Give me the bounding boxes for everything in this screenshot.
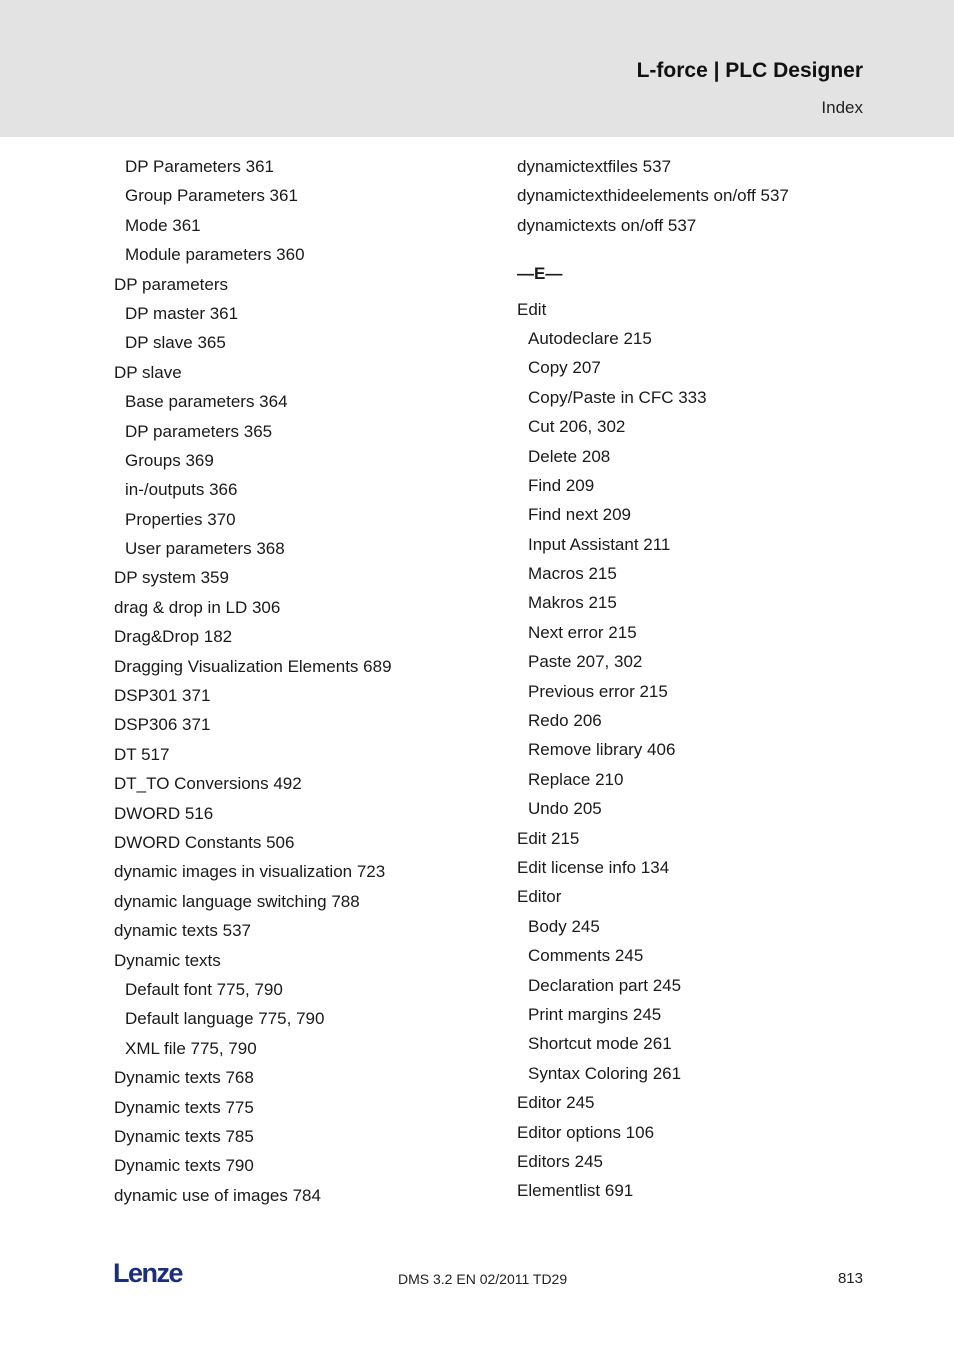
index-subentry: Copy/Paste in CFC 333 xyxy=(528,387,707,407)
index-entry: Dynamic texts 768 xyxy=(114,1068,254,1088)
index-subentry: Redo 206 xyxy=(528,711,602,731)
index-subentry: DP master 361 xyxy=(125,303,239,323)
index-subentry: Cut 206, 302 xyxy=(528,417,626,437)
index-entry: DP system 359 xyxy=(114,568,229,588)
index-entry: Edit license info 134 xyxy=(517,857,670,877)
index-subentry: Macros 215 xyxy=(528,564,617,584)
index-entry: Editor xyxy=(517,887,562,907)
index-subentry: Group Parameters 361 xyxy=(125,186,298,206)
index-entry: Editor 245 xyxy=(517,1093,595,1113)
index-subentry: Properties 370 xyxy=(125,509,236,529)
index-subentry: Makros 215 xyxy=(528,593,617,613)
index-entry: Dynamic texts 790 xyxy=(114,1156,254,1176)
lenze-logo: Lenze xyxy=(113,1258,183,1288)
index-entry: Editors 245 xyxy=(517,1151,603,1171)
index-subentry: Declaration part 245 xyxy=(528,975,682,995)
index-entry: dynamic texts 537 xyxy=(114,921,252,941)
index-entry: DSP306 371 xyxy=(114,715,211,735)
index-subentry: Find next 209 xyxy=(528,505,632,525)
index-subentry: Default language 775, 790 xyxy=(125,1009,325,1029)
index-subentry: Previous error 215 xyxy=(528,681,668,701)
index-entry: DP slave xyxy=(114,362,182,382)
index-subentry: Copy 207 xyxy=(528,358,601,378)
index-entry: DSP301 371 xyxy=(114,686,211,706)
index-entry: DWORD Constants 506 xyxy=(114,832,295,852)
index-subentry: Print margins 245 xyxy=(528,1004,662,1024)
index-subentry: Body 245 xyxy=(528,916,600,936)
index-subentry: Mode 361 xyxy=(125,215,201,235)
index-subentry: Module parameters 360 xyxy=(125,245,305,265)
index-entry: Edit 215 xyxy=(517,828,580,848)
index-entry: dynamic language switching 788 xyxy=(114,891,360,911)
index-subentry: Default font 775, 790 xyxy=(125,979,283,999)
index-entry: dynamic images in visualization 723 xyxy=(114,862,386,882)
index-subentry: Replace 210 xyxy=(528,769,624,789)
index-entry: dynamictexthideelements on/off 537 xyxy=(517,186,789,206)
index-subentry: Syntax Coloring 261 xyxy=(528,1063,682,1083)
document-title: L-force | PLC Designer xyxy=(636,59,863,82)
index-entry: DT_TO Conversions 492 xyxy=(114,774,302,794)
page-number: 813 xyxy=(837,1270,863,1287)
index-subentry: DP slave 365 xyxy=(125,333,226,353)
index-subentry: Groups 369 xyxy=(125,450,214,470)
index-subentry: Comments 245 xyxy=(528,946,644,966)
index-subentry: Undo 205 xyxy=(528,799,602,819)
document-id: DMS 3.2 EN 02/2011 TD29 xyxy=(398,1271,568,1287)
index-subentry: Autodeclare 215 xyxy=(528,328,652,348)
index-subentry: User parameters 368 xyxy=(125,539,285,559)
index-subentry: XML file 775, 790 xyxy=(125,1038,257,1058)
index-subentry: Find 209 xyxy=(528,475,595,495)
index-entry: dynamic use of images 784 xyxy=(114,1185,321,1205)
index-entry: Dynamic texts xyxy=(114,950,221,970)
index-entry: DP parameters xyxy=(114,274,229,294)
index-entry: DWORD 516 xyxy=(114,803,214,823)
index-column-left xyxy=(114,152,484,1210)
index-entry: dynamictextfiles 537 xyxy=(517,157,672,176)
index-subentry: DP parameters 365 xyxy=(125,421,273,441)
index-entry: Editor options 106 xyxy=(517,1122,655,1142)
index-entry: Drag&Drop 182 xyxy=(114,627,233,647)
index-subentry: Next error 215 xyxy=(528,622,637,642)
index-subentry: Shortcut mode 261 xyxy=(528,1034,672,1054)
index-subentry: Remove library 406 xyxy=(528,740,676,760)
index-entry: Dragging Visualization Elements 689 xyxy=(114,656,392,676)
index-subentry: DP Parameters 361 xyxy=(125,157,274,176)
index-subentry: Delete 208 xyxy=(528,446,611,466)
index-entry: dynamictexts on/off 537 xyxy=(517,215,697,235)
index-entry: Dynamic texts 775 xyxy=(114,1097,254,1117)
index-subentry: Input Assistant 211 xyxy=(528,534,671,554)
index-entry: Edit xyxy=(517,299,547,319)
page-header xyxy=(0,0,954,137)
index-entry: DT 517 xyxy=(114,744,170,764)
index-subentry: Paste 207, 302 xyxy=(528,652,643,672)
index-entry: Dynamic texts 785 xyxy=(114,1126,254,1146)
index-subentry: in-/outputs 366 xyxy=(125,480,238,500)
index-letter-heading: —E— xyxy=(517,264,563,284)
section-name: Index xyxy=(821,98,863,117)
index-subentry: Base parameters 364 xyxy=(125,392,288,412)
index-column-right xyxy=(517,152,877,1206)
index-entry: drag & drop in LD 306 xyxy=(114,597,281,617)
index-entry: Elementlist 691 xyxy=(517,1181,634,1201)
